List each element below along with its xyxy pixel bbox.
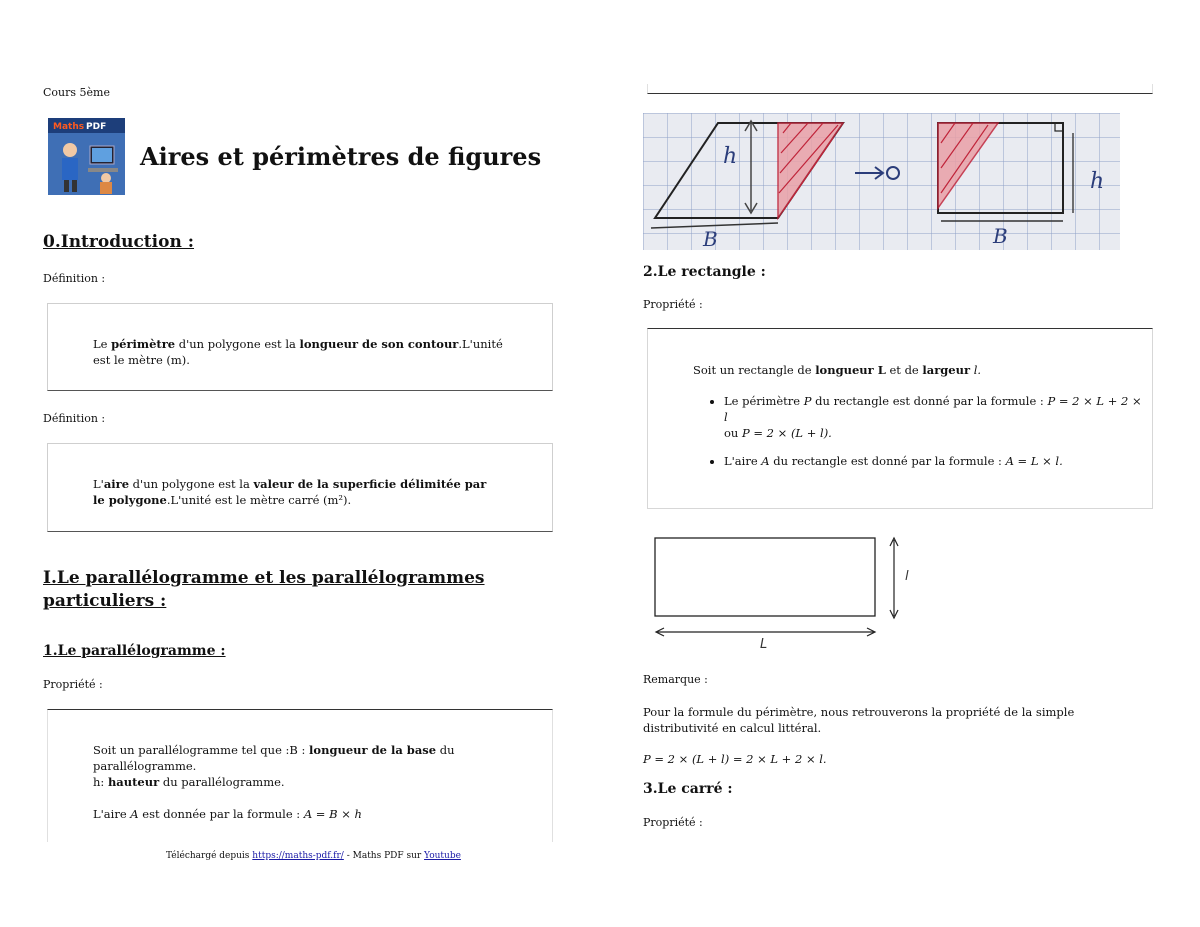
definition-perimeter-text: Le périmètre d'un polygone est la longueur de son contour.L'unité est le mètre (m). xyxy=(93,337,503,367)
maths-pdf-logo xyxy=(48,118,125,195)
property-box-rectangle xyxy=(647,328,1153,509)
rectangle-bullets xyxy=(708,393,1148,481)
property-label-1: Propriété : xyxy=(43,678,103,691)
square-heading: 3.Le carré : xyxy=(643,781,733,797)
remark-label: Remarque : xyxy=(643,673,708,686)
rectangle-area-bullet: • L'aire A du rectangle est donné par la formule : A = L × l. xyxy=(724,453,1148,469)
parallelogram-heading: 1.Le parallélogramme : xyxy=(43,643,226,659)
intro-heading: 0.Introduction : xyxy=(43,232,195,252)
figure-label-l: l xyxy=(905,569,909,584)
footer-note: Téléchargé depuis https://maths-pdf.fr/ - Maths PDF sur Youtube xyxy=(166,851,461,861)
property-line-area: L'aire A est donnée par la formule : A = B × h xyxy=(93,807,362,821)
definition-box-perimeter xyxy=(47,303,553,391)
definition-label-1: Définition : xyxy=(43,272,106,285)
property-line-base: Soit un parallélogramme tel que :B : longueur de la base du parallélogramme. xyxy=(93,743,455,773)
rectangle-perimeter-bullet: • Le périmètre P du rectangle est donné par la formule : P = 2 × L + 2 × l ou P = 2 × (L + l). xyxy=(724,393,1148,441)
footer-youtube-link[interactable]: Youtube xyxy=(424,851,461,861)
footer-site-link[interactable]: https://maths-pdf.fr/ xyxy=(252,851,344,861)
rectangle-figure xyxy=(650,532,920,652)
property-box-parallelogram xyxy=(47,709,553,842)
sketch-label-b-left: B xyxy=(703,227,718,250)
section1-heading: I.Le parallélogramme et les parallélogrammes particuliers : xyxy=(43,568,485,611)
svg-text:Maths: Maths xyxy=(53,122,85,132)
course-label: Cours 5ème xyxy=(43,86,110,99)
sketch-label-h-left: h xyxy=(723,144,738,169)
definition-area-text: L'aire d'un polygone est la valeur de la superficie délimitée par le polygone.L'unité est le mètre carré (m²). xyxy=(93,477,487,507)
handwritten-parallelogram-sketch xyxy=(643,113,1120,250)
remark-text: Pour la formule du périmètre, nous retrouverons la propriété de la simple distributivité en calcul littéral. xyxy=(643,705,1075,735)
property-line-height: h: hauteur du parallélogramme. xyxy=(93,775,285,789)
property-label-2: Propriété : xyxy=(643,298,703,311)
sketch-label-b-right: B xyxy=(993,224,1008,248)
definition-box-area xyxy=(47,443,553,532)
sketch-label-h-right: h xyxy=(1090,169,1105,194)
previous-box-end xyxy=(647,84,1153,94)
definition-label-2: Définition : xyxy=(43,412,106,425)
rectangle-heading: 2.Le rectangle : xyxy=(643,264,766,280)
svg-text:PDF: PDF xyxy=(86,122,107,132)
page-title: Aires et périmètres de figures xyxy=(140,142,542,171)
property-label-3: Propriété : xyxy=(643,816,703,829)
rectangle-intro-text: Soit un rectangle de longueur L et de largeur l. xyxy=(693,363,982,377)
remark-formula: P = 2 × (L + l) = 2 × L + 2 × l. xyxy=(643,752,827,766)
figure-label-L: L xyxy=(760,637,768,652)
